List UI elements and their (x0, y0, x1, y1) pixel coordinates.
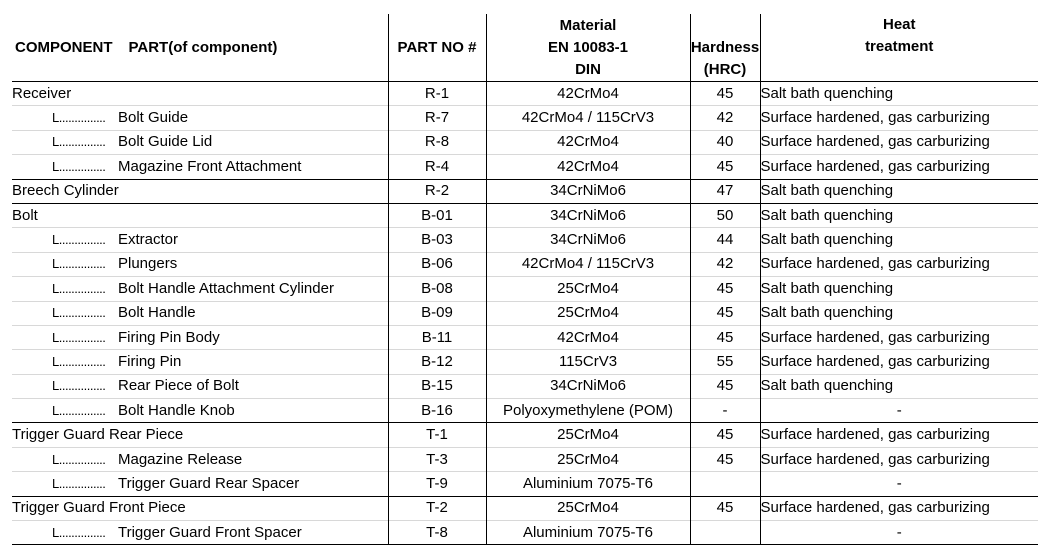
cell-part-no[interactable]: B-16 (388, 399, 486, 423)
cell-component[interactable] (12, 179, 388, 203)
cell-material[interactable]: Aluminium 7075-T6 (486, 472, 690, 496)
cell-material[interactable]: 42CrMo4 (486, 130, 690, 154)
cell-part-no[interactable]: B-03 (388, 228, 486, 252)
cell-heat-treatment[interactable]: Surface hardened, gas carburizing (760, 252, 1038, 276)
header-row (12, 14, 1038, 82)
tree-connector-icon: L............... (52, 110, 106, 126)
cell-component[interactable] (12, 350, 388, 374)
cell-hardness[interactable]: 45 (690, 496, 760, 520)
cell-hardness[interactable] (690, 521, 760, 545)
cell-component[interactable] (12, 130, 388, 154)
cell-heat-treatment[interactable]: Surface hardened, gas carburizing (760, 496, 1038, 520)
cell-hardness[interactable]: 45 (690, 374, 760, 398)
cell-heat-treatment[interactable]: Salt bath quenching (760, 228, 1038, 252)
cell-component[interactable] (12, 82, 388, 106)
table-row (12, 252, 1038, 276)
cell-part-no[interactable]: R-2 (388, 179, 486, 203)
table-row (12, 130, 1038, 154)
cell-part-no[interactable]: R-7 (388, 106, 486, 130)
cell-hardness[interactable]: 42 (690, 252, 760, 276)
cell-hardness[interactable]: 42 (690, 106, 760, 130)
table-row (12, 374, 1038, 398)
cell-hardness[interactable]: 45 (690, 277, 760, 301)
cell-component[interactable] (12, 521, 388, 545)
cell-heat-treatment[interactable]: Salt bath quenching (760, 82, 1038, 106)
table-row (12, 228, 1038, 252)
cell-material[interactable]: Aluminium 7075-T6 (486, 521, 690, 545)
part-name: Extractor (118, 231, 179, 249)
cell-part-no[interactable]: T-3 (388, 447, 486, 471)
cell-hardness[interactable]: 45 (690, 325, 760, 349)
cell-heat-treatment[interactable]: Surface hardened, gas carburizing (760, 350, 1038, 374)
table-row (12, 155, 1038, 179)
part-name: Plungers (118, 255, 178, 273)
cell-hardness[interactable]: 45 (690, 155, 760, 179)
cell-component[interactable] (12, 496, 388, 520)
cell-hardness[interactable]: 47 (690, 179, 760, 203)
tree-connector-icon: L............... (52, 280, 106, 296)
cell-hardness[interactable]: 45 (690, 423, 760, 447)
table-row (12, 203, 1038, 227)
cell-material[interactable]: 34CrNiMo6 (486, 228, 690, 252)
cell-component[interactable] (12, 374, 388, 398)
header-heat[interactable] (760, 14, 1038, 82)
cell-component[interactable] (12, 252, 388, 276)
cell-material[interactable]: 42CrMo4 (486, 325, 690, 349)
cell-part-no[interactable]: T-8 (388, 521, 486, 545)
cell-part-no[interactable]: R-4 (388, 155, 486, 179)
table-row (12, 423, 1038, 447)
cell-material[interactable]: 25CrMo4 (486, 447, 690, 471)
tree-connector-icon: L............... (52, 305, 106, 321)
cell-hardness[interactable]: - (690, 399, 760, 423)
part-name: Firing Pin Body (118, 328, 220, 346)
header-heat-line2: treatment (865, 38, 934, 55)
table-row (12, 277, 1038, 301)
tree-connector-icon: L............... (52, 134, 106, 150)
component-name: Trigger Guard Rear Piece (12, 426, 184, 444)
header-material-line1: Material (559, 16, 617, 34)
header-material-line3: DIN (575, 60, 601, 78)
tree-connector-icon: L............... (52, 329, 106, 345)
cell-hardness[interactable] (690, 472, 760, 496)
cell-component[interactable] (12, 472, 388, 496)
cell-part-no[interactable]: T-1 (388, 423, 486, 447)
part-name: Rear Piece of Bolt (118, 377, 239, 395)
part-name: Bolt Guide (118, 109, 189, 127)
cell-heat-treatment[interactable]: - (760, 521, 1038, 545)
table-row (12, 179, 1038, 203)
cell-material[interactable]: 34CrNiMo6 (486, 179, 690, 203)
cell-material[interactable]: 25CrMo4 (486, 301, 690, 325)
components-table (12, 14, 1038, 545)
cell-component[interactable] (12, 399, 388, 423)
cell-component[interactable] (12, 447, 388, 471)
tree-connector-icon: L............... (52, 475, 106, 491)
cell-heat-treatment[interactable]: Salt bath quenching (760, 277, 1038, 301)
part-name: Bolt Handle (118, 304, 196, 322)
cell-heat-treatment[interactable]: Surface hardened, gas carburizing (760, 423, 1038, 447)
cell-part-no[interactable]: B-09 (388, 301, 486, 325)
cell-part-no[interactable]: R-8 (388, 130, 486, 154)
cell-material[interactable]: 25CrMo4 (486, 496, 690, 520)
cell-hardness[interactable]: 44 (690, 228, 760, 252)
cell-heat-treatment[interactable]: Surface hardened, gas carburizing (760, 325, 1038, 349)
header-part-no-label: PART NO # (397, 38, 477, 56)
cell-heat-treatment[interactable]: Salt bath quenching (760, 301, 1038, 325)
cell-hardness[interactable]: 45 (690, 447, 760, 471)
cell-heat-treatment[interactable]: Salt bath quenching (760, 374, 1038, 398)
cell-component[interactable] (12, 155, 388, 179)
cell-part-no[interactable]: B-12 (388, 350, 486, 374)
table-row (12, 350, 1038, 374)
table-row (12, 472, 1038, 496)
header-hardness-line1: Hardness (690, 39, 760, 56)
part-name: Bolt Handle Knob (118, 401, 235, 419)
cell-component[interactable] (12, 325, 388, 349)
part-name: Trigger Guard Rear Spacer (118, 474, 300, 492)
cell-part-no[interactable]: B-08 (388, 277, 486, 301)
tree-connector-icon: L............... (52, 451, 106, 467)
cell-material[interactable]: 42CrMo4 (486, 82, 690, 106)
component-name: Bolt (12, 206, 38, 224)
cell-heat-treatment[interactable]: Surface hardened, gas carburizing (760, 130, 1038, 154)
cell-heat-treatment[interactable]: Surface hardened, gas carburizing (760, 447, 1038, 471)
table-row (12, 82, 1038, 106)
cell-part-no[interactable]: B-11 (388, 325, 486, 349)
part-name: Magazine Release (118, 450, 243, 468)
table-row (12, 301, 1038, 325)
cell-component[interactable] (12, 301, 388, 325)
table-row (12, 399, 1038, 423)
cell-material[interactable]: 34CrNiMo6 (486, 374, 690, 398)
header-component: COMPONENT (15, 38, 113, 56)
part-name: Bolt Guide Lid (118, 133, 213, 151)
cell-hardness[interactable]: 50 (690, 203, 760, 227)
table-row (12, 447, 1038, 471)
spreadsheet (12, 14, 1038, 545)
cell-heat-treatment[interactable]: - (760, 472, 1038, 496)
cell-part-no[interactable]: B-15 (388, 374, 486, 398)
cell-hardness[interactable]: 45 (690, 301, 760, 325)
tree-connector-icon: L............... (52, 232, 106, 248)
cell-component[interactable] (12, 228, 388, 252)
cell-heat-treatment[interactable]: Surface hardened, gas carburizing (760, 155, 1038, 179)
part-name: Firing Pin (118, 352, 182, 370)
header-material-line2: EN 10083-1 (547, 38, 629, 56)
cell-material[interactable]: 42CrMo4 (486, 155, 690, 179)
header-hardness[interactable] (690, 14, 760, 82)
header-component-cell[interactable] (12, 14, 388, 82)
tree-connector-icon: L............... (52, 378, 106, 394)
table-row (12, 325, 1038, 349)
tree-connector-icon: L............... (52, 524, 106, 540)
table-row (12, 496, 1038, 520)
cell-material[interactable]: 25CrMo4 (486, 277, 690, 301)
cell-material[interactable]: 42CrMo4 / 115CrV3 (486, 252, 690, 276)
header-part: PART(of component) (128, 38, 278, 56)
cell-heat-treatment[interactable]: Surface hardened, gas carburizing (760, 106, 1038, 130)
header-heat-line1: Heat (882, 16, 916, 33)
cell-part-no[interactable]: R-1 (388, 82, 486, 106)
cell-component[interactable] (12, 423, 388, 447)
tree-connector-icon: L............... (52, 353, 106, 369)
table-row (12, 106, 1038, 130)
cell-part-no[interactable]: T-2 (388, 496, 486, 520)
header-part-no[interactable] (388, 14, 486, 82)
header-material[interactable] (486, 14, 690, 82)
tree-connector-icon: L............... (52, 402, 106, 418)
cell-hardness[interactable]: 40 (690, 130, 760, 154)
cell-part-no[interactable]: B-06 (388, 252, 486, 276)
cell-material[interactable]: 42CrMo4 / 115CrV3 (486, 106, 690, 130)
tree-connector-icon: L............... (52, 256, 106, 272)
cell-heat-treatment[interactable]: Salt bath quenching (760, 203, 1038, 227)
cell-component[interactable] (12, 277, 388, 301)
cell-hardness[interactable]: 55 (690, 350, 760, 374)
cell-material[interactable]: 115CrV3 (486, 350, 690, 374)
component-name: Receiver (12, 84, 72, 102)
cell-part-no[interactable]: T-9 (388, 472, 486, 496)
cell-hardness[interactable]: 45 (690, 82, 760, 106)
tree-connector-icon: L............... (52, 158, 106, 174)
cell-component[interactable] (12, 106, 388, 130)
cell-part-no[interactable]: B-01 (388, 203, 486, 227)
header-hardness-line2: (HRC) (703, 61, 747, 78)
part-name: Trigger Guard Front Spacer (118, 523, 302, 541)
cell-material[interactable]: Polyoxymethylene (POM) (486, 399, 690, 423)
part-name: Bolt Handle Attachment Cylinder (118, 279, 334, 297)
component-name: Trigger Guard Front Piece (12, 499, 186, 517)
cell-component[interactable] (12, 203, 388, 227)
cell-heat-treatment[interactable]: Salt bath quenching (760, 179, 1038, 203)
part-name: Magazine Front Attachment (118, 157, 302, 175)
component-name: Breech Cylinder (12, 182, 119, 200)
cell-material[interactable]: 25CrMo4 (486, 423, 690, 447)
cell-material[interactable]: 34CrNiMo6 (486, 203, 690, 227)
table-row (12, 521, 1038, 545)
cell-heat-treatment[interactable]: - (760, 399, 1038, 423)
